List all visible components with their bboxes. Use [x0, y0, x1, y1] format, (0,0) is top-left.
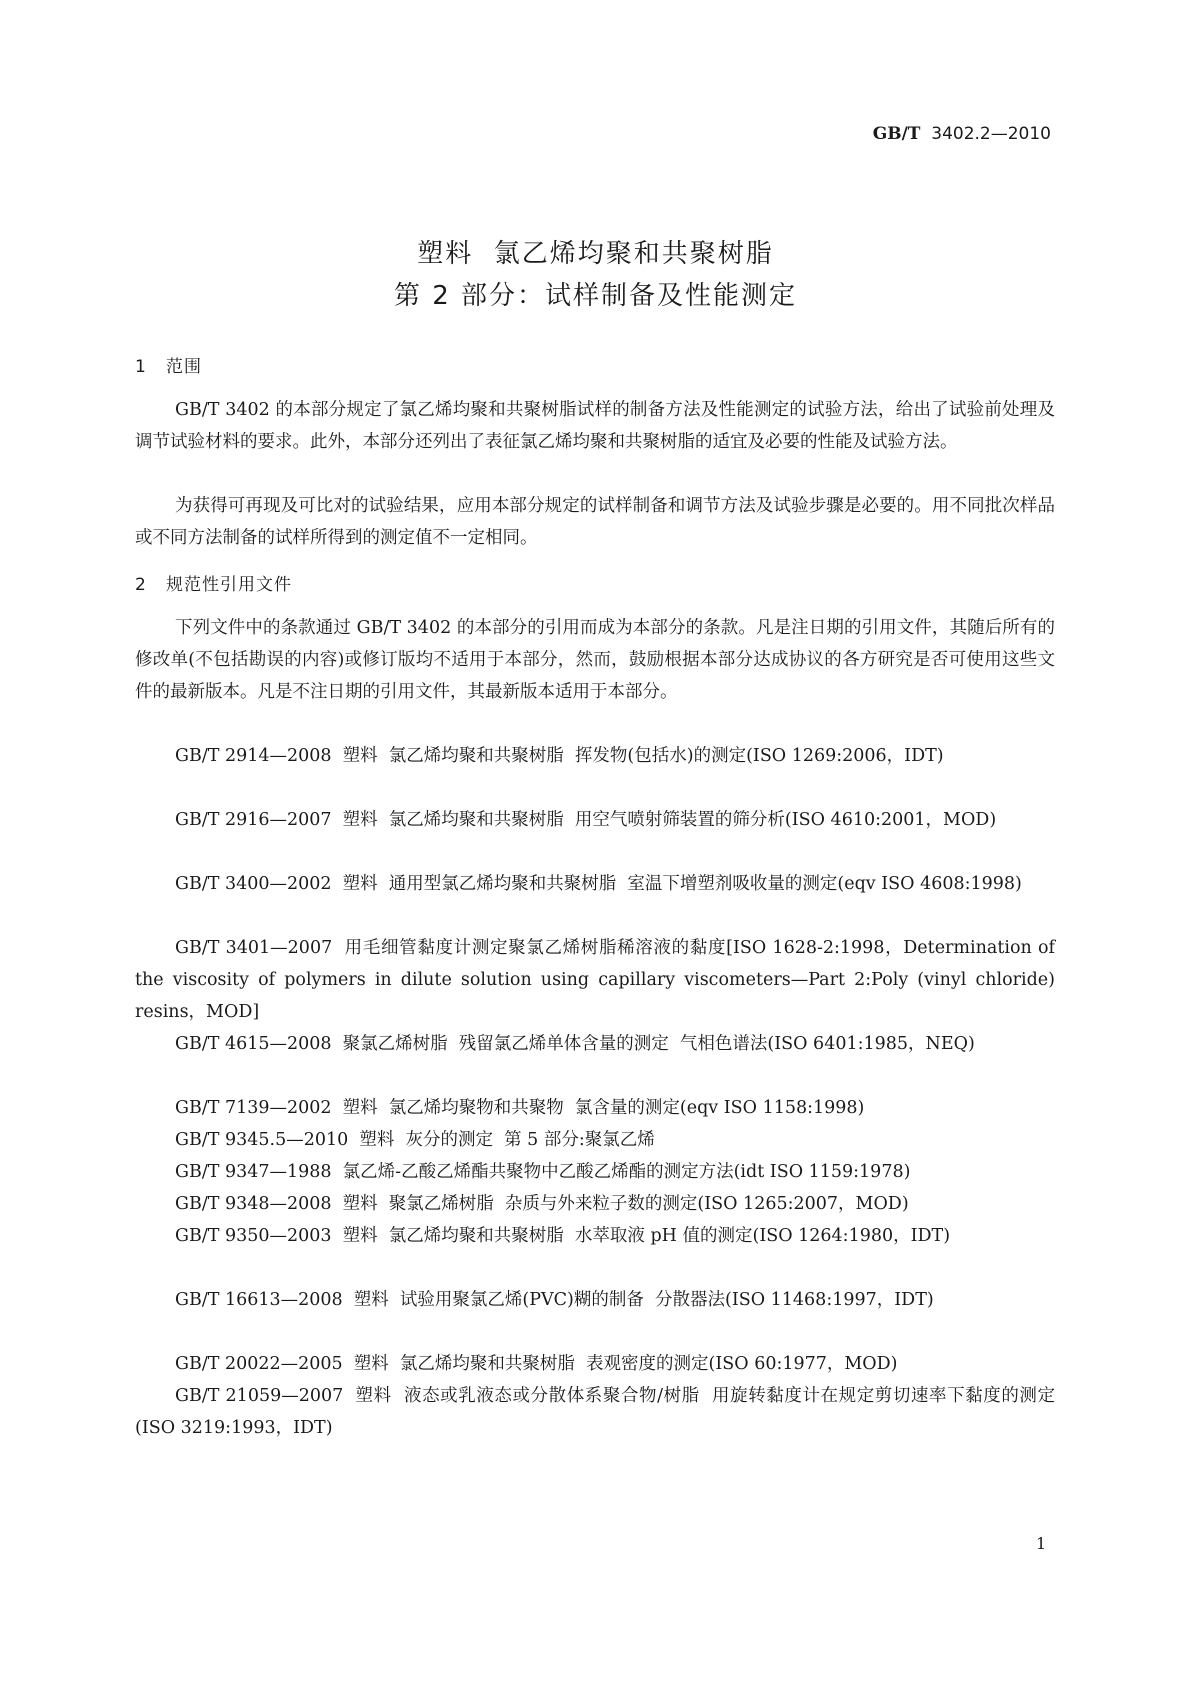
- reference-item: GB/T 2914—2008 塑料 氯乙烯均聚和共聚树脂 挥发物(包括水)的测定(ISO 1269:2006，IDT): [175, 746, 944, 766]
- document-title-line2: 第 2 部分：试样制备及性能测定: [393, 281, 798, 311]
- reference-item: GB/T 9348—2008 塑料 聚氯乙烯树脂 杂质与外来粒子数的测定(ISO 1265:2007，MOD): [175, 1194, 909, 1214]
- section-1-heading: 1 范围: [135, 357, 203, 377]
- section-1-paragraph: GB/T 3402 的本部分规定了氯乙烯均聚和共聚树脂试样的制备方法及性能测定的试验方法，给出了试验前处理及调节试验材料的要求。此外，本部分还列出了表征氯乙烯均聚和共聚树脂的适宜及必要的性能及试验方法。: [135, 400, 1055, 452]
- standard-number: [873, 124, 1051, 144]
- standard-prefix: GB/T: [872, 124, 921, 144]
- section-1-paragraph: 为获得可再现及可比对的试验结果，应用本部分规定的试样制备和调节方法及试验步骤是必要的。用不同批次样品或不同方法制备的试样所得到的测定值不一定相同。: [135, 496, 1055, 548]
- reference-item: GB/T 9347—1988 氯乙烯-乙酸乙烯酯共聚物中乙酸乙烯酯的测定方法(idt ISO 1159:1978): [175, 1162, 911, 1182]
- reference-item: GB/T 20022—2005 塑料 氯乙烯均聚和共聚树脂 表观密度的测定(ISO 60:1977，MOD): [175, 1354, 898, 1374]
- reference-item: GB/T 16613—2008 塑料 试验用聚氯乙烯(PVC)糊的制备 分散器法(ISO 11468:1997，IDT): [175, 1290, 934, 1310]
- page-number: 1: [1036, 1534, 1047, 1553]
- reference-item: GB/T 3400—2002 塑料 通用型氯乙烯均聚和共聚树脂 室温下增塑剂吸收量的测定(eqv ISO 4608:1998): [175, 874, 1022, 894]
- reference-item: GB/T 3401—2007 用毛细管黏度计测定聚氯乙烯树脂稀溶液的黏度[ISO 1628-2:1998，Determination of the viscosity of polymers in dilute solution using capillary viscometers—Part 2:Poly (vinyl chloride) resins，MOD]: [135, 938, 1061, 1022]
- section-2-paragraph: 下列文件中的条款通过 GB/T 3402 的本部分的引用而成为本部分的条款。凡是注日期的引用文件，其随后所有的修改单(不包括勘误的内容)或修订版均不适用于本部分，然而，鼓励根据本部分达成协议的各方研究是否可使用这些文件的最新版本。凡是不注日期的引用文件，其最新版本适用于本部分。: [135, 618, 1055, 702]
- reference-item: GB/T 4615—2008 聚氯乙烯树脂 残留氯乙烯单体含量的测定 气相色谱法(ISO 6401:1985，NEQ): [175, 1034, 975, 1054]
- standard-code: 3402.2—2010: [931, 124, 1051, 144]
- reference-item: GB/T 7139—2002 塑料 氯乙烯均聚物和共聚物 氯含量的测定(eqv ISO 1158:1998): [175, 1098, 865, 1118]
- reference-item: GB/T 9345.5—2010 塑料 灰分的测定 第 5 部分:聚氯乙烯: [175, 1130, 655, 1150]
- reference-item: GB/T 2916—2007 塑料 氯乙烯均聚和共聚树脂 用空气喷射筛装置的筛分析(ISO 4610:2001，MOD): [175, 810, 997, 830]
- section-2-heading: 2 规范性引用文件: [135, 575, 293, 595]
- document-title-line1: 塑料 氯乙烯均聚和共聚树脂: [417, 239, 774, 269]
- reference-item: GB/T 21059—2007 塑料 液态或乳液态或分散体系聚合物/树脂 用旋转黏度计在规定剪切速率下黏度的测定(ISO 3219:1993，IDT): [135, 1386, 1055, 1438]
- reference-item: GB/T 9350—2003 塑料 氯乙烯均聚和共聚树脂 水萃取液 pH 值的测定(ISO 1264:1980，IDT): [175, 1226, 951, 1246]
